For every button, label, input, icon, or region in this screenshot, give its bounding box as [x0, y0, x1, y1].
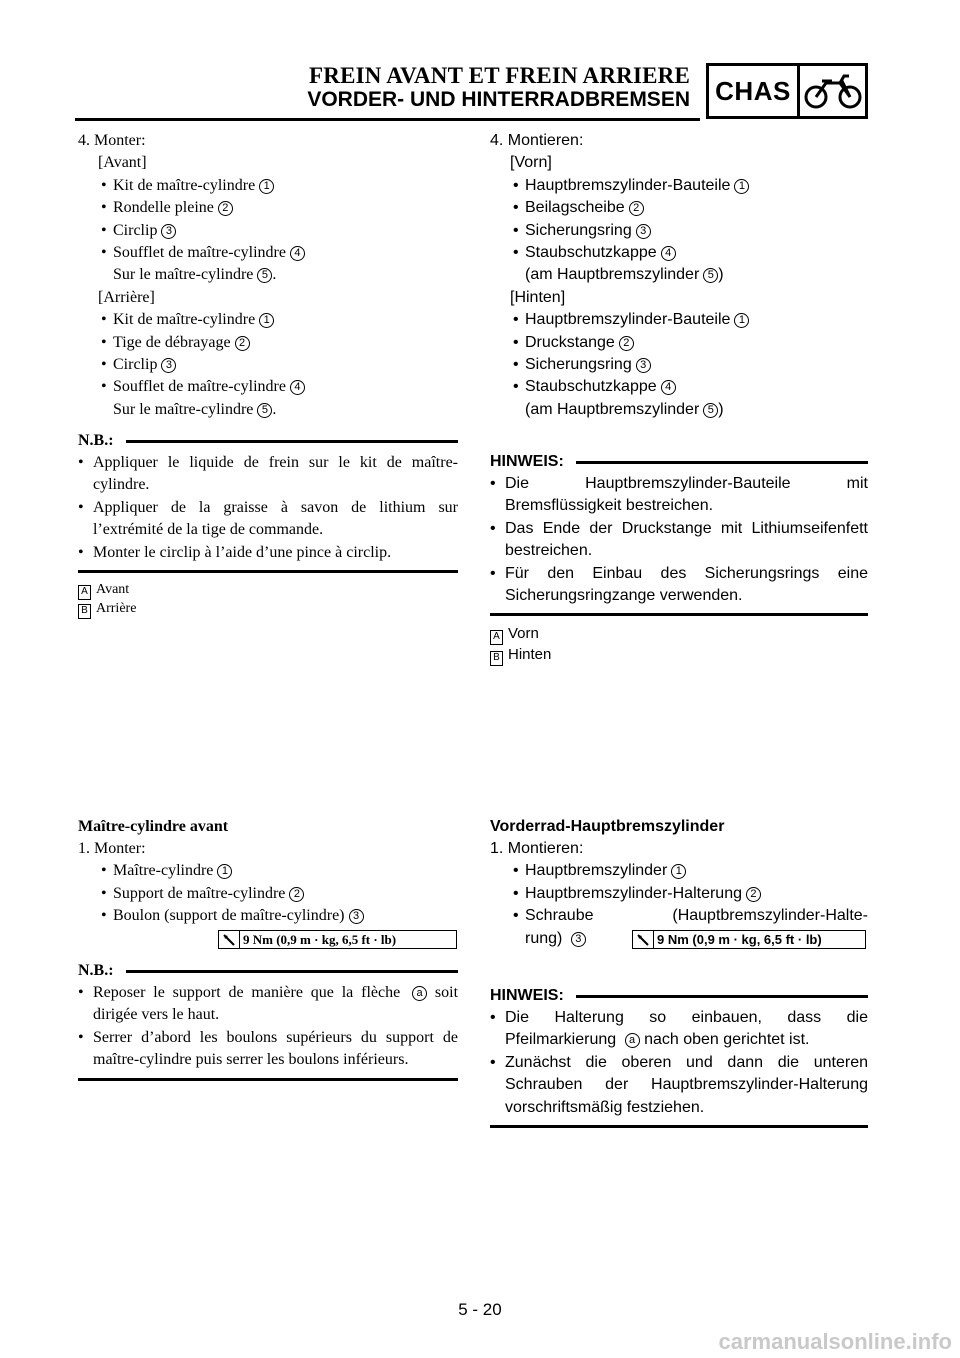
section-label: CHAS — [709, 66, 800, 116]
header-title-de: VORDER- UND HINTERRADBREMSEN — [307, 88, 690, 111]
list-item: • Hauptbremszylinder 1 — [490, 860, 868, 882]
note-item: • Die Halterung so einbauen, dass die Pfeilmarkierung a nach oben gerichtet ist. — [490, 1009, 868, 1049]
fr-rear-label: [Arrière] — [98, 288, 155, 306]
legend-item: A Avant — [78, 581, 458, 600]
section-title: Vorderrad-Hauptbremszylinder — [490, 818, 725, 835]
legend — [490, 624, 868, 666]
legend-item: A Vorn — [490, 624, 868, 645]
list-item: • Support de maître-cylindre 2 — [78, 883, 458, 905]
note-heading: N.B.: — [78, 960, 458, 982]
list-item-cont: Sur le maître-cylindre 5 . — [113, 400, 277, 418]
torque-wrench-icon — [219, 931, 240, 948]
de-step4 — [490, 130, 850, 421]
fr-step4 — [78, 130, 438, 421]
list-item: • Sicherungsring 3 — [490, 354, 850, 376]
list-item: • Sicherungsring 3 — [490, 220, 850, 242]
motorcycle-icon — [800, 66, 865, 116]
de-note2 — [490, 985, 868, 1128]
list-item: • Boulon (support de maître-cylindre) 3 — [78, 905, 458, 927]
note-item: • Die Hauptbremszylinder-Bauteile mit Bremsflüssigkeit bestreichen. — [490, 475, 868, 515]
note-item: • Zunächst die oberen und dann die unteren Schrauben der Hauptbremszylinder-Halterung vorschriftsmäßig festziehen. — [490, 1053, 868, 1116]
torque-spec: 9 Nm (0,9 m · kg, 6,5 ft · lb) — [218, 930, 457, 949]
list-item: • Staubschutzkappe 4 — [490, 376, 850, 398]
note-heading: HINWEIS: — [490, 985, 868, 1007]
de-rear-label: [Hinten] — [510, 288, 566, 306]
note-rule — [490, 613, 868, 616]
list-item: • Circlip 3 — [78, 220, 438, 242]
note-item: • Das Ende der Druckstange mit Lithiumseifenfett bestreichen. — [490, 519, 868, 560]
list-item: • Rondelle pleine 2 — [78, 197, 438, 219]
header-title-fr: FREIN AVANT ET FREIN ARRIERE — [309, 63, 690, 88]
list-item: • Staubschutzkappe 4 — [490, 242, 850, 264]
note-item: • Appliquer le liquide de frein sur le kit de maître-cylindre. — [78, 454, 458, 494]
page-number: 5 - 20 — [458, 1300, 502, 1319]
list-item-cont: (am Hauptbremszylinder 5 ) — [525, 400, 724, 418]
list-item: • Kit de maître-cylindre 1 — [78, 309, 438, 331]
step-title: 1. Montieren: — [490, 840, 584, 857]
list-item-cont: Sur le maître-cylindre 5 . — [113, 266, 277, 284]
section-badge — [706, 63, 868, 119]
list-item: • Circlip 3 — [78, 354, 438, 376]
step-title: 1. Monter: — [78, 840, 146, 857]
note-item: • Monter le circlip à l’aide d’une pince à circlip. — [78, 543, 392, 561]
note-rule — [490, 1125, 868, 1128]
note-item: • Für den Einbau des Sicherungsrings eine Sicherungsringzange verwenden. — [490, 564, 868, 605]
list-item: • Hauptbremszylinder-Bauteile 1 — [490, 309, 850, 331]
fr-note1 — [78, 430, 458, 619]
note-item: • Appliquer de la graisse à savon de lithium sur l’extrémité de la tige de commande. — [78, 498, 458, 539]
fr-master — [78, 816, 458, 928]
list-item: • Kit de maître-cylindre 1 — [78, 175, 438, 197]
note-item: • Serrer d’abord les boulons supérieurs du support de maître-cylindre puis serrer les boulons inférieurs. — [78, 1028, 458, 1069]
note-item: • Reposer le support de manière que la flèche a soit dirigée vers le haut. — [78, 984, 459, 1024]
list-item: • Hauptbremszylinder-Halterung 2 — [490, 883, 868, 905]
list-item: • Tige de débrayage 2 — [78, 332, 438, 354]
list-item: • Beilagscheibe 2 — [490, 197, 850, 219]
list-item: • Soufflet de maître-cylindre 4 — [78, 376, 438, 398]
list-item: • Maître-cylindre 1 — [78, 860, 458, 882]
note-heading: N.B.: — [78, 430, 458, 452]
legend-item: B Arrière — [78, 600, 458, 619]
note-heading: HINWEIS: — [490, 451, 868, 473]
section-title: Maître-cylindre avant — [78, 818, 229, 835]
fr-note2 — [78, 960, 458, 1081]
list-item: • Schraube (Hauptbremszylinder-Halte- — [513, 907, 868, 925]
legend-item: B Hinten — [490, 645, 868, 666]
list-item: • Soufflet de maître-cylindre 4 — [78, 242, 438, 264]
de-front-label: [Vorn] — [510, 154, 552, 172]
torque-spec: 9 Nm (0,9 m · kg, 6,5 ft · lb) — [632, 930, 866, 949]
note-rule — [78, 1078, 458, 1081]
list-item-cont: (am Hauptbremszylinder 5 ) — [525, 266, 724, 284]
fr-front-label: [Avant] — [98, 154, 147, 172]
header-rule — [75, 118, 700, 121]
list-item: • Druckstange 2 — [490, 332, 850, 354]
de-note1 — [490, 451, 868, 666]
list-item: • Hauptbremszylinder-Bauteile 1 — [490, 175, 850, 197]
note-rule — [78, 570, 458, 573]
de-step4-title: 4. Montieren: — [490, 132, 584, 149]
legend — [78, 581, 458, 619]
list-item-cont: rung) 3 — [490, 928, 868, 950]
torque-wrench-icon — [633, 931, 654, 948]
fr-step4-title: 4. Monter: — [78, 132, 146, 149]
watermark: carmanualsonline.info — [718, 1329, 952, 1354]
